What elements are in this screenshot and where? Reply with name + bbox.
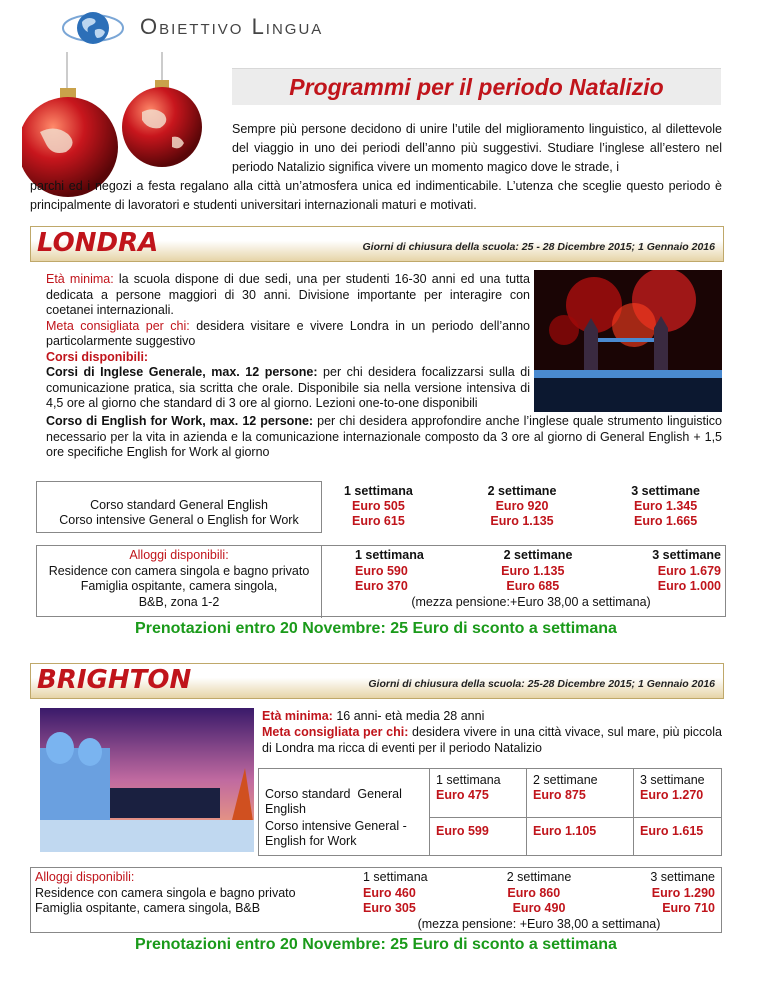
course-name: Corso standard General English [265, 787, 402, 816]
price: Euro 1.270 [640, 788, 704, 802]
col-header: 1 settimana [436, 773, 501, 787]
price: Euro 370 [355, 579, 408, 593]
eta-text: 16 anni- età media 28 anni [332, 709, 485, 723]
col-header: 1 settimana [363, 870, 428, 884]
londra-course-table [36, 481, 726, 533]
intro-paragraph: Sempre più persone decidono di unire l’utile del miglioramento linguistico, al dilettevole del viaggio in uno dei periodi dell’anno più suggestivi. Studiare l’inglese all’estero nel periodo Natalizio significa vivere un momento magico dove le strade, i [232, 122, 722, 174]
meta-text: desidera visitare e vivere Londra in un periodo dell’anno particolarmente suggestivo [46, 318, 530, 348]
eta-label: Età minima: [262, 709, 333, 723]
col-header: 2 settimane [503, 548, 573, 562]
price: Euro 490 [512, 901, 566, 915]
title-banner [232, 68, 721, 105]
housing-name: Residence con camera singola e bagno privato [48, 563, 310, 578]
section-bar-londra [30, 226, 724, 262]
page-title: Programmi per il periodo Natalizio [289, 74, 664, 100]
section-bar-brighton [30, 663, 724, 699]
col-header: 3 settimane [652, 548, 721, 562]
price: Euro 1.135 [490, 513, 554, 528]
housing-name: Residence con camera singola e bagno privato [35, 885, 296, 900]
course-name: Corso intensive General o English for Work [59, 513, 299, 527]
col-header: 2 settimane [487, 483, 557, 498]
half-board-note: (mezza pensione:+Euro 38,00 a settimana) [411, 594, 651, 609]
housing-name: B&B, zona 1-2 [138, 594, 220, 609]
promo-text: Prenotazioni entro 20 Novembre: 25 Euro di sconto a settimana [135, 936, 617, 953]
brighton-pavilion-image [40, 708, 254, 852]
londra-housing-box [36, 545, 726, 617]
brighton-course-table [258, 768, 722, 856]
eta-text: la scuola dispone di due sedi, una per studenti 16-30 anni ed una tutta dedicata a persone maggiori di 30 anni. Divisione importante per interagire con coetanei internazionali. [46, 272, 530, 317]
housing-label: Alloggi disponibili: [129, 548, 229, 562]
price: Euro 1.345 [633, 498, 698, 513]
brighton-housing-box [30, 867, 722, 933]
col-header: 1 settimana [344, 483, 413, 498]
promo-text: Prenotazioni entro 20 Novembre: 25 Euro di sconto a settimana [135, 620, 617, 637]
housing-names [35, 870, 335, 917]
price: Euro 1.615 [634, 817, 722, 856]
housing-label: Alloggi disponibili: [35, 870, 135, 884]
closure-dates: Giorni di chiusura della scuola: 25-28 Dicembre 2015; 1 Gennaio 2016 [368, 678, 715, 690]
price: Euro 1.290 [651, 885, 715, 900]
londra-work-course [46, 414, 722, 461]
price: Euro 860 [507, 885, 561, 900]
price: Euro 685 [506, 579, 560, 593]
course-name: Corso intensive General - English for Work [265, 819, 407, 848]
brand-name: Obiettivo Lingua [140, 14, 324, 39]
price: Euro 1.000 [657, 579, 721, 593]
price: Euro 599 [430, 817, 527, 856]
col-header: 3 settimane [650, 870, 715, 884]
col-header: 3 settimane [640, 773, 705, 787]
price: Euro 920 [495, 498, 549, 513]
housing-names [37, 546, 322, 618]
col-header: 2 settimane [506, 870, 572, 884]
price: Euro 710 [662, 901, 715, 915]
price: Euro 590 [355, 563, 408, 578]
price: Euro 615 [351, 513, 405, 528]
col-header: 1 settimana [355, 548, 424, 562]
brighton-description [262, 708, 722, 756]
closure-dates: Giorni di chiusura della scuola: 25 - 28 Dicembre 2015; 1 Gennaio 2016 [362, 241, 715, 253]
corso1-text: per chi desidera focalizzarsi sulla di comunicazione pratica, sia scritta che orale. Disponibile sia nella versione intensiva di 4,5 ore al giorno che standard di 3 ore al giorno. Lezioni one-to-one disponibili [46, 365, 530, 410]
price: Euro 505 [351, 498, 405, 513]
price: Euro 1.135 [501, 563, 565, 578]
london-tower-bridge-image [534, 270, 722, 412]
housing-name: Famiglia ospitante, camera singola, B&B [35, 901, 261, 915]
price: Euro 1.679 [657, 563, 721, 578]
price: Euro 1.105 [527, 817, 634, 856]
corso1-label: Corsi di Inglese Generale, max. 12 persone: [46, 365, 318, 379]
eta-label: Età minima: [46, 272, 114, 286]
globe-logo-icon [62, 8, 124, 48]
meta-label: Meta consigliata per chi: [262, 725, 409, 739]
course-name: Corso standard General English [90, 498, 268, 512]
intro-paragraph-continued: parchi ed i negozi a festa regalano alla città un’atmosfera unica ed indimenticabile. L’utenza che sceglie questo periodo è principalmente di lavoratori e studenti universitari internazionali maturi e motivati. [30, 179, 722, 212]
price: Euro 460 [363, 885, 416, 900]
section-title: BRIGHTON [37, 665, 192, 695]
price: Euro 1.665 [633, 513, 698, 528]
section-title: LONDRA [37, 228, 159, 258]
corsi-label: Corsi disponibili: [46, 349, 149, 364]
price: Euro 475 [436, 788, 489, 802]
course-names-cell [37, 482, 322, 533]
half-board-note: (mezza pensione: +Euro 38,00 a settimana) [417, 916, 661, 931]
londra-description [46, 272, 530, 412]
corso2-label: Corso di English for Work, max. 12 persone: [46, 414, 314, 428]
meta-label: Meta consigliata per chi: [46, 318, 190, 333]
price: Euro 875 [533, 788, 586, 802]
col-header: 2 settimane [533, 773, 598, 787]
housing-name: Famiglia ospitante, camera singola, [80, 579, 278, 593]
meta-text: desidera vivere in una città vivace, sul mare, più piccola di Londra ma ricca di eventi per il periodo Natalizio [262, 725, 722, 755]
col-header: 3 settimane [631, 483, 700, 498]
corso2-text: per chi desidera approfondire anche l’inglese quale strumento linguistico necessario per la vita in azienda e la comunicazione internazionale composto da 3 ore al giorno di General English + 1,5 ore specifiche English for Work al giorno [46, 414, 722, 459]
price: Euro 305 [363, 901, 416, 915]
